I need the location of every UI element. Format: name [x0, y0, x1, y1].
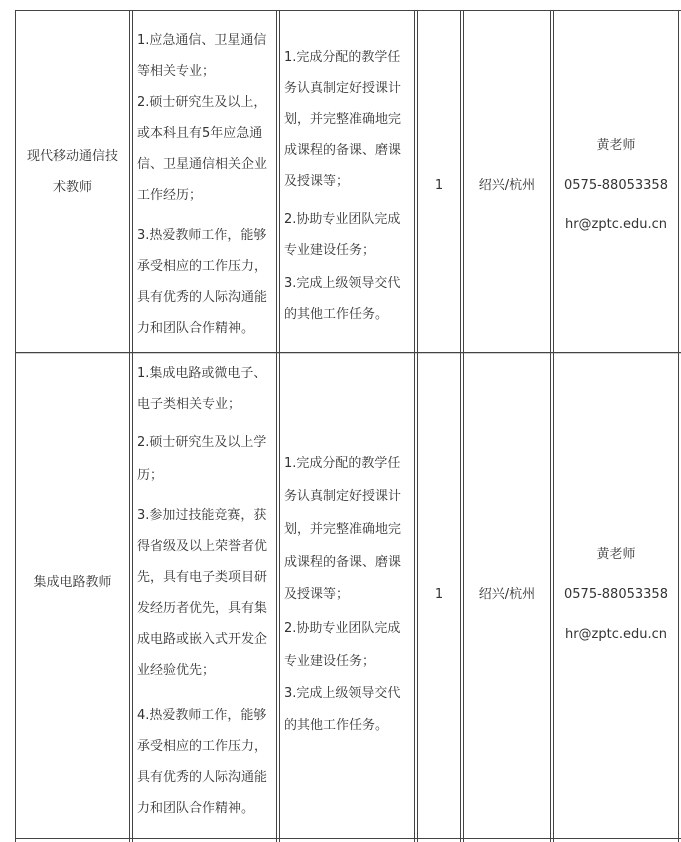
requirement-line: 4.热爱教师工作，能够	[137, 708, 267, 723]
requirement-line: 力和团队合作精神。	[137, 801, 255, 816]
contact-name: 黄老师	[596, 138, 636, 153]
position-title: 现代移动通信技	[26, 149, 118, 164]
requirement-line: 历；	[137, 468, 164, 483]
duty-line: 成课程的备课、磨课	[284, 555, 402, 570]
column-divider	[550, 10, 551, 842]
duty-line: 专业建设任务；	[284, 243, 376, 258]
duty-line: 及授课等；	[284, 174, 350, 189]
column-divider	[417, 10, 418, 842]
column-divider	[460, 10, 461, 842]
requirement-line: 工作经历；	[137, 188, 203, 203]
position-title: 术教师	[52, 180, 92, 195]
headcount: 1	[434, 587, 444, 602]
requirement-line: 承受相应的工作压力，	[137, 259, 268, 274]
requirement-line: 承受相应的工作压力，	[137, 739, 268, 754]
requirement-line: 2.硕士研究生及以上，	[137, 95, 267, 110]
requirement-line: 1.集成电路或微电子、	[137, 366, 267, 381]
row-divider-bottom	[15, 838, 681, 839]
contact-name: 黄老师	[596, 547, 636, 562]
requirement-line: 信、卫星通信相关企业	[137, 157, 268, 172]
requirement-line: 力和团队合作精神。	[137, 321, 255, 336]
contact-email[interactable]: hr@zptc.edu.cn	[564, 627, 668, 642]
contact-phone: 0575-88053358	[564, 178, 668, 193]
duty-line: 3.完成上级领导交代	[284, 686, 401, 701]
row-divider-top	[15, 10, 681, 11]
requirement-line: 先，具有电子类项目研	[137, 570, 268, 585]
row-divider	[15, 353, 681, 354]
requirement-line: 或本科且有5年应急通	[137, 126, 263, 141]
column-divider	[132, 10, 133, 842]
column-divider	[15, 10, 16, 842]
duty-line: 的其他工作任务。	[284, 718, 389, 733]
column-divider	[279, 10, 280, 842]
requirement-line: 业经验优先；	[137, 663, 216, 678]
duty-line: 务认真制定好授课计	[284, 81, 402, 96]
work-location: 绍兴/杭州	[478, 178, 536, 193]
contact-email[interactable]: hr@zptc.edu.cn	[564, 217, 668, 232]
duty-line: 务认真制定好授课计	[284, 489, 402, 504]
work-location: 绍兴/杭州	[478, 587, 536, 602]
requirement-line: 具有优秀的人际沟通能	[137, 770, 268, 785]
position-title: 集成电路教师	[33, 575, 112, 590]
duty-line: 1.完成分配的教学任	[284, 50, 401, 65]
requirement-line: 成电路或嵌入式开发企	[137, 632, 268, 647]
column-divider	[463, 10, 464, 842]
duty-line: 2.协助专业团队完成	[284, 621, 401, 636]
requirement-line: 3.热爱教师工作，能够	[137, 228, 267, 243]
requirement-line: 3.参加过技能竞赛，获	[137, 508, 267, 523]
column-divider	[678, 10, 679, 842]
column-divider	[276, 10, 277, 842]
duty-line: 专业建设任务；	[284, 654, 376, 669]
duty-line: 及授课等；	[284, 587, 350, 602]
duty-line: 1.完成分配的教学任	[284, 456, 401, 471]
duty-line: 成课程的备课、磨课	[284, 143, 402, 158]
contact-phone: 0575-88053358	[564, 587, 668, 602]
column-divider	[414, 10, 415, 842]
headcount: 1	[434, 178, 444, 193]
requirement-line: 电子类相关专业；	[137, 397, 242, 412]
requirement-line: 1.应急通信、卫星通信	[137, 33, 267, 48]
duty-line: 的其他工作任务。	[284, 307, 389, 322]
duty-line: 3.完成上级领导交代	[284, 276, 401, 291]
requirement-line: 得省级及以上荣誉者优	[137, 539, 268, 554]
requirement-line: 具有优秀的人际沟通能	[137, 290, 268, 305]
requirement-line: 等相关专业；	[137, 64, 216, 79]
duty-line: 2.协助专业团队完成	[284, 212, 401, 227]
requirement-line: 发经历者优先，具有集	[137, 601, 268, 616]
column-divider	[553, 10, 554, 842]
duty-line: 划，并完整准确地完	[284, 112, 402, 127]
requirement-line: 2.硕士研究生及以上学	[137, 435, 267, 450]
duty-line: 划，并完整准确地完	[284, 522, 402, 537]
column-divider	[129, 10, 130, 842]
